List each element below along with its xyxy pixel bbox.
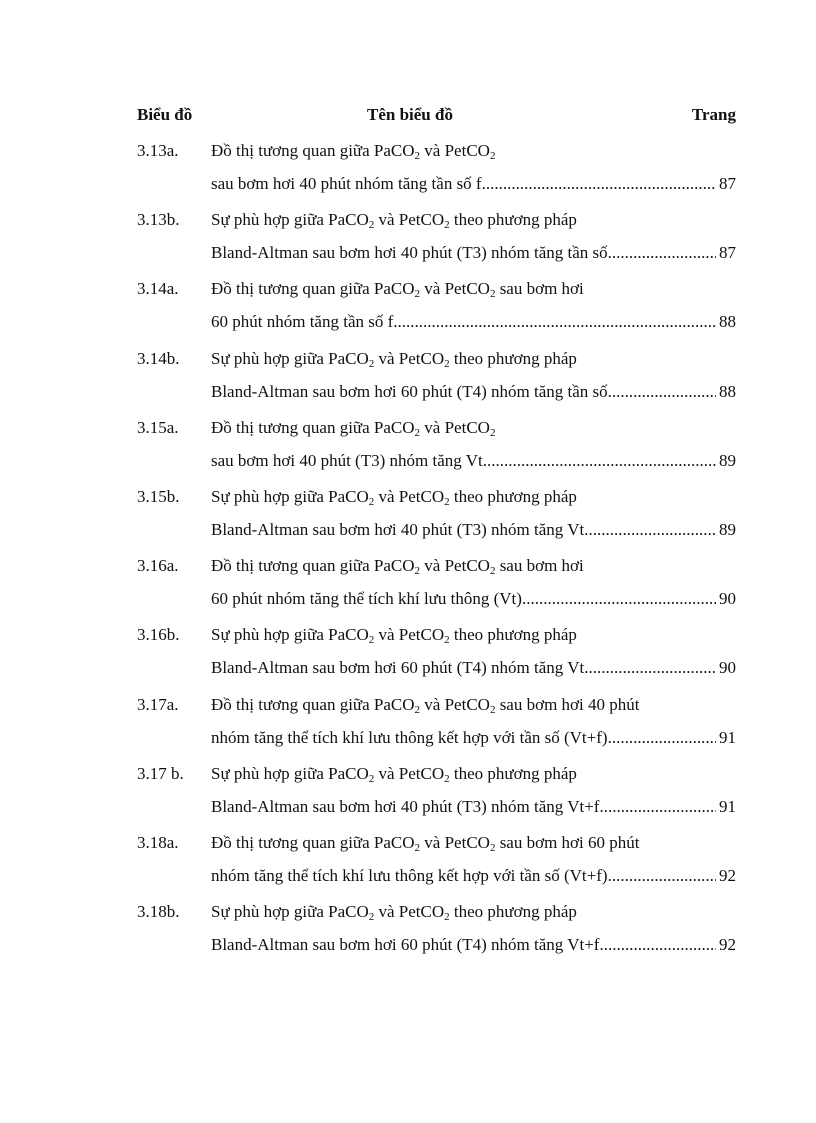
list-item	[137, 278, 736, 347]
entry-code: 3.16b.	[137, 625, 180, 645]
subscript: 2	[368, 911, 375, 924]
list-item	[137, 694, 736, 763]
entry-code: 3.14b.	[137, 348, 180, 368]
dot-leader	[483, 450, 716, 472]
entry-page-number: 91	[719, 796, 736, 816]
entry-title-line-2	[211, 934, 736, 956]
entry-title-line-1	[211, 140, 736, 162]
entry-title-text: 60 phút nhóm tăng tần số f	[211, 312, 394, 332]
entry-page-number: 90	[719, 658, 736, 678]
subscript: 2	[414, 150, 421, 162]
subscript: 2	[444, 357, 450, 370]
entry-title-text: và PetCO	[374, 763, 445, 783]
subscript: 2	[444, 772, 450, 785]
entry-title-line-2	[211, 796, 736, 818]
list-header	[137, 105, 736, 127]
entry-title-text: sau bơm hơi 60 phút	[495, 832, 640, 852]
subscript: 2	[368, 219, 375, 232]
subscript: 2	[489, 703, 496, 716]
entry-title-text: sau bơm hơi	[495, 556, 584, 576]
entry-title-text: Đồ thị tương quan giữa PaCO	[211, 556, 415, 576]
entry-title-text: Sự phù hợp giữa PaCO	[211, 902, 369, 922]
entry-title-text: Bland-Altman sau bơm hơi 40 phút (T3) nhóm tăng tần số	[211, 243, 608, 263]
entry-title-text: và PetCO	[420, 417, 490, 437]
subscript: 2	[414, 841, 421, 854]
entry-title-text: Đồ thị tương quan giữa PaCO	[211, 141, 415, 160]
entry-title-text: Sự phù hợp giữa PaCO	[211, 486, 369, 506]
subscript: 2	[444, 495, 450, 508]
list-item	[137, 417, 736, 486]
entry-title-line-2	[211, 865, 736, 887]
entry-title-line-2	[211, 450, 736, 472]
entry-code: 3.16a.	[137, 556, 179, 576]
subscript: 2	[489, 288, 496, 301]
dot-leader	[584, 519, 716, 541]
entry-title-text: nhóm tăng thể tích khí lưu thông kết hợp với tần số (Vt+f)	[211, 865, 608, 885]
entry-code: 3.13a.	[137, 141, 179, 160]
entry-title-text: sau bơm hơi 40 phút nhóm tăng tần số f	[211, 174, 482, 193]
entry-title-text: và PetCO	[420, 141, 490, 160]
subscript: 2	[444, 911, 450, 924]
subscript: 2	[368, 772, 375, 785]
entry-code: 3.17 b.	[137, 763, 184, 783]
list-item	[137, 486, 736, 555]
header-page-column: Trang	[691, 105, 736, 124]
entry-page-number: 89	[719, 519, 736, 539]
entry-title-line-2	[211, 727, 736, 749]
entry-title-text: sau bơm hơi 40 phút (T3) nhóm tăng Vt	[211, 450, 483, 470]
entry-title-text: Bland-Altman sau bơm hơi 40 phút (T3) nhóm tăng Vt+f	[211, 796, 600, 816]
entry-title-line-2	[211, 173, 736, 195]
entry-title-line-2	[211, 519, 736, 541]
entry-title-text: Đồ thị tương quan giữa PaCO	[211, 832, 415, 852]
entry-code: 3.15b.	[137, 486, 180, 506]
header-code-column: Biểu đồ	[137, 105, 193, 124]
entry-title-text: theo phương pháp	[449, 625, 577, 645]
entry-title-text: 60 phút nhóm tăng thể tích khí lưu thông (Vt)	[211, 589, 522, 609]
entry-page-number: 90	[719, 589, 736, 609]
entry-title-text: theo phương pháp	[449, 348, 577, 368]
entry-code: 3.18a.	[137, 832, 179, 852]
dot-leader	[522, 588, 716, 610]
entry-title-text: và PetCO	[420, 832, 490, 852]
entry-title-text: và PetCO	[420, 694, 490, 714]
dot-leader	[608, 381, 716, 403]
entry-title-text: theo phương pháp	[449, 763, 577, 783]
entry-title-text: và PetCO	[374, 210, 445, 230]
entry-title-text: Sự phù hợp giữa PaCO	[211, 348, 369, 368]
entry-title-line-1	[211, 348, 736, 370]
entry-title-line-2	[211, 657, 736, 679]
entry-title-text: Đồ thị tương quan giữa PaCO	[211, 694, 415, 714]
entry-title-line-1	[211, 901, 736, 923]
entry-title-text: Sự phù hợp giữa PaCO	[211, 763, 369, 783]
dot-leader	[599, 934, 716, 956]
dot-leader	[482, 173, 716, 195]
dot-leader	[393, 311, 716, 333]
entry-title-line-1	[211, 763, 736, 785]
entry-title-text: Sự phù hợp giữa PaCO	[211, 625, 369, 645]
entry-title-text: Bland-Altman sau bơm hơi 60 phút (T4) nhóm tăng tần số	[211, 381, 608, 401]
entry-title-text: Bland-Altman sau bơm hơi 60 phút (T4) nhóm tăng Vt+f	[211, 935, 600, 955]
list-item	[137, 624, 736, 693]
entry-title-line-1	[211, 555, 736, 577]
entry-title-text: sau bơm hơi	[495, 279, 584, 299]
entry-title-line-1	[211, 832, 736, 854]
subscript: 2	[444, 219, 450, 232]
entry-page-number: 92	[719, 935, 736, 955]
entry-title-text: và PetCO	[374, 348, 445, 368]
entry-title-line-1	[211, 209, 736, 231]
dot-leader	[599, 796, 716, 818]
subscript: 2	[489, 565, 496, 578]
entry-title-line-1	[211, 278, 736, 300]
entry-title-line-1	[211, 417, 736, 439]
list-item	[137, 832, 736, 901]
entry-title-line-2	[211, 242, 736, 264]
entry-title-text: sau bơm hơi 40 phút	[495, 694, 640, 714]
entry-title-text: Bland-Altman sau bơm hơi 40 phút (T3) nhóm tăng Vt	[211, 519, 585, 539]
entry-title-text: và PetCO	[420, 279, 490, 299]
subscript: 2	[489, 426, 496, 439]
list-item	[137, 763, 736, 832]
entry-title-text: Bland-Altman sau bơm hơi 60 phút (T4) nhóm tăng Vt	[211, 658, 585, 678]
entry-title-line-2	[211, 311, 736, 333]
subscript: 2	[489, 150, 496, 162]
subscript: 2	[489, 841, 496, 854]
entry-title-line-1	[211, 694, 736, 716]
subscript: 2	[368, 357, 375, 370]
subscript: 2	[414, 565, 421, 578]
list-item	[137, 555, 736, 624]
entry-title-text: nhóm tăng thể tích khí lưu thông kết hợp với tần số (Vt+f)	[211, 727, 608, 747]
entry-page-number: 91	[719, 727, 736, 747]
dot-leader	[608, 865, 716, 887]
entry-title-line-2	[211, 381, 736, 403]
entry-code: 3.14a.	[137, 279, 179, 299]
dot-leader	[608, 727, 716, 749]
subscript: 2	[444, 634, 450, 647]
dot-leader	[608, 242, 716, 264]
entry-code: 3.13b.	[137, 210, 180, 230]
entry-title-line-1	[211, 486, 736, 508]
entry-title-text: và PetCO	[374, 625, 445, 645]
header-name-column: Tên biểu đồ	[367, 105, 453, 124]
subscript: 2	[414, 703, 421, 716]
list-item	[137, 209, 736, 278]
subscript: 2	[414, 426, 421, 439]
entry-title-text: theo phương pháp	[449, 486, 577, 506]
entry-page-number: 88	[719, 312, 736, 332]
entry-title-text: và PetCO	[374, 486, 445, 506]
entry-page-number: 88	[719, 381, 736, 401]
list-item	[137, 348, 736, 417]
list-item	[137, 140, 736, 209]
entry-title-text: Đồ thị tương quan giữa PaCO	[211, 417, 415, 437]
chart-list	[137, 140, 736, 970]
entry-code: 3.15a.	[137, 417, 179, 437]
dot-leader	[584, 657, 716, 679]
entry-code: 3.18b.	[137, 902, 180, 922]
list-item	[137, 901, 736, 970]
subscript: 2	[368, 634, 375, 647]
entry-title-line-2	[211, 588, 736, 610]
subscript: 2	[368, 495, 375, 508]
entry-title-text: Đồ thị tương quan giữa PaCO	[211, 279, 415, 299]
entry-page-number: 92	[719, 865, 736, 885]
entry-page-number: 87	[719, 174, 736, 193]
entry-title-text: theo phương pháp	[449, 902, 577, 922]
entry-title-text: Sự phù hợp giữa PaCO	[211, 210, 369, 230]
entry-title-line-1	[211, 624, 736, 646]
entry-page-number: 89	[719, 450, 736, 470]
entry-page-number: 87	[719, 243, 736, 263]
entry-code: 3.17a.	[137, 694, 179, 714]
entry-title-text: và PetCO	[374, 902, 445, 922]
subscript: 2	[414, 288, 421, 301]
entry-title-text: và PetCO	[420, 556, 490, 576]
entry-title-text: theo phương pháp	[449, 210, 577, 230]
